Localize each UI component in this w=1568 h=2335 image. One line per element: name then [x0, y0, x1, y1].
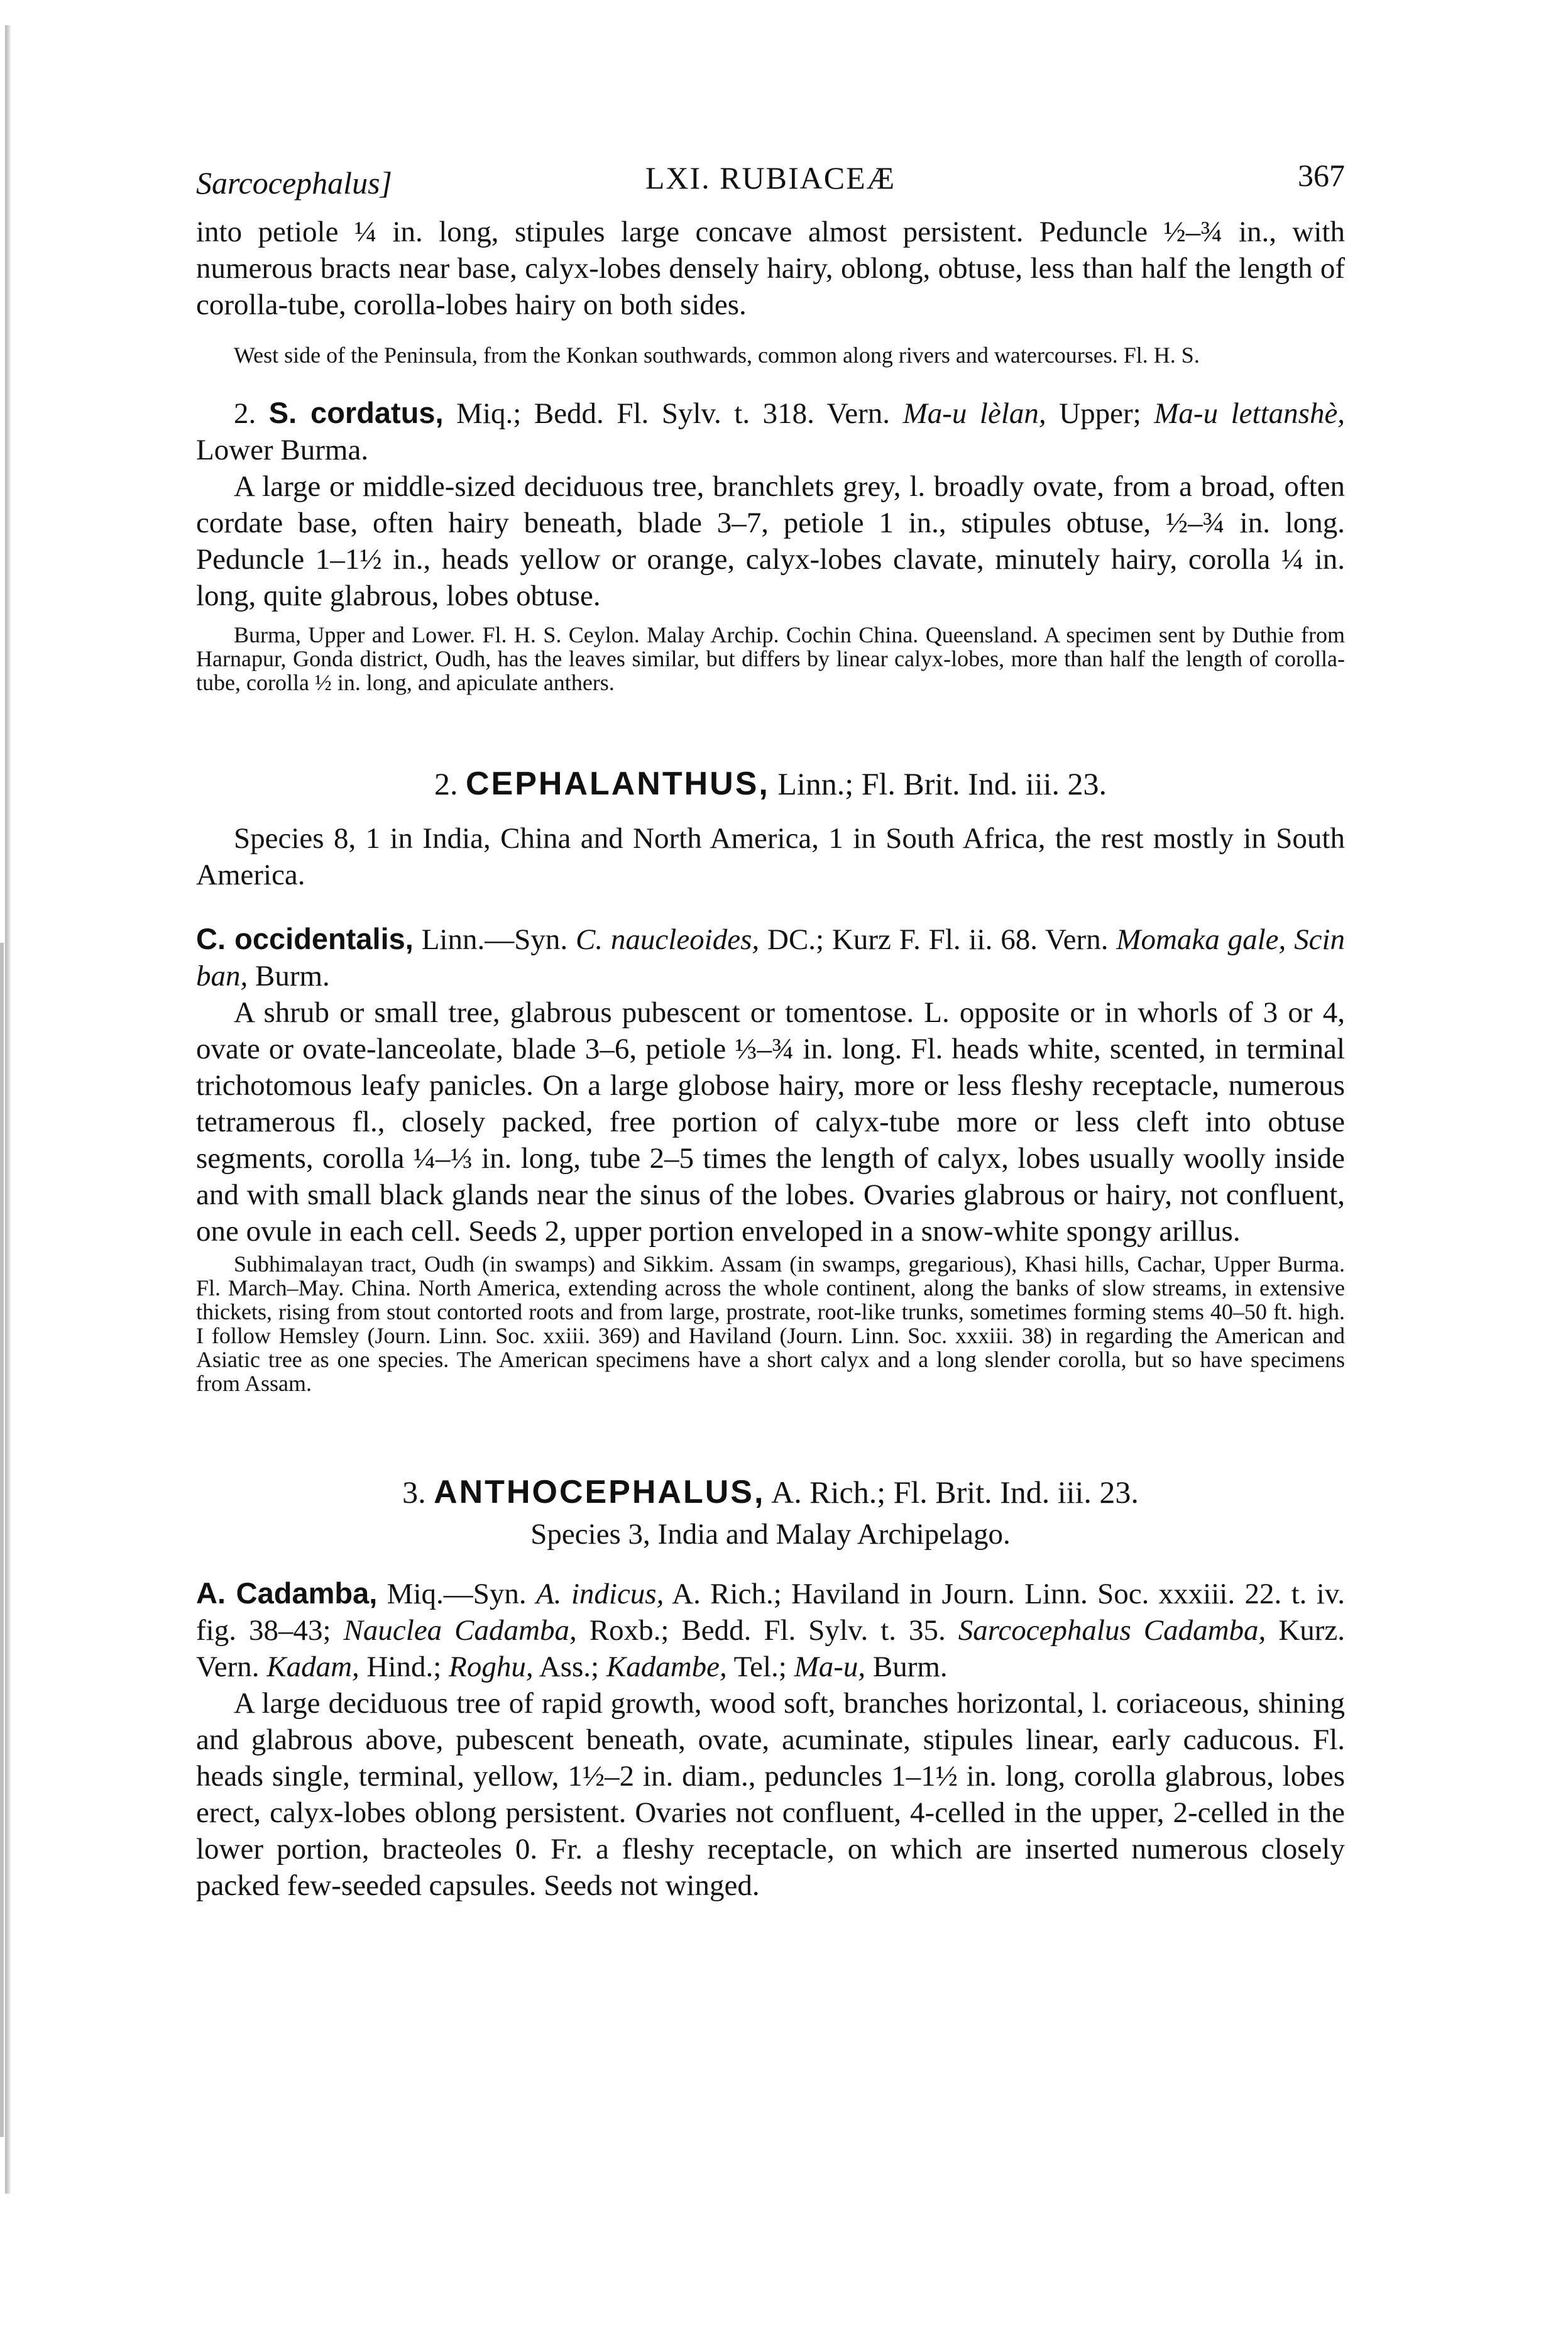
running-head-genus: Sarcocephalus]: [196, 165, 392, 201]
vernacular-name: Ma-u lèlan,: [902, 397, 1046, 430]
species-description: A shrub or small tree, glabrous pubescent or tomentose. L. opposite or in whorls of 3 or 4, ovate or ovate-lanceolate, blade 3–6, petiole ⅓–¾ in. long. Fl. heads white, scented, in terminal trichotomous leafy panicles. On a large globose hairy, more or less fleshy receptacle, numerous tetramerous fl., closely packed, free portion of calyx-tube more or less cleft into obtuse segments, corolla ¼–⅓ in. long, tube 2–5 times the length of calyx, lobes usually woolly inside and with small black glands near the sinus of the lobes. Ovaries glabrous or hairy, not confluent, one ovule in each cell. Seeds 2, upper portion enveloped in a snow-white spongy arillus.: [196, 996, 1345, 1248]
book-page: [196, 146, 1345, 1904]
synonym-name: A. indicus,: [536, 1578, 664, 1610]
species-name: A. Cadamba,: [196, 1576, 378, 1610]
species-reference: DC.; Kurz F. Fl. ii. 68.: [767, 923, 1038, 956]
running-head-family: LXI. RUBIACEÆ: [645, 160, 896, 195]
continued-description: into petiole ¼ in. long, stipules large concave almost persistent. Peduncle ½–¾ in., with numerous bracts near base, calyx-lobes densely hairy, oblong, obtuse, less than half the length of corolla-tube, corolla-lobes hairy on both sides.: [196, 216, 1345, 321]
synonym-name: Nauclea Cadamba,: [343, 1614, 577, 1647]
genus-name: CEPHALANTHUS,: [465, 766, 770, 802]
vernacular-region: Burm.: [872, 1651, 948, 1683]
genus-reference: A. Rich.; Fl. Brit. Ind. iii. 23.: [771, 1475, 1139, 1510]
vernacular-name: Kadam,: [266, 1651, 359, 1683]
species-description: A large deciduous tree of rapid growth, wood soft, branches horizontal, l. coriaceous, shining and glabrous above, pubescent beneath, ovate, acuminate, stipules linear, early caducous. Fl. heads single, terminal, yellow, 1½–2 in. diam., peduncles 1–1½ in. long, corolla glabrous, lobes erect, calyx-lobes oblong persistent. Ovaries not confluent, 4-celled in the upper, 2-celled in the lower portion, bracteoles 0. Fr. a fleshy receptacle, on which are inserted numerous closely packed few-seeded capsules. Seeds not winged.: [196, 1687, 1345, 1902]
vernacular-name: Momaka gale,: [1116, 923, 1286, 956]
species-name: S. cordatus,: [268, 396, 444, 429]
genus-number: 2.: [434, 766, 458, 801]
genus-species-count: Species 8, 1 in India, China and North America, 1 in South Africa, the rest mostly in South America.: [196, 822, 1345, 891]
species-distribution: Subhimalayan tract, Oudh (in swamps) and Sikkim. Assam (in swamps, gregarious), Khasi hills, Cachar, Upper Burma. Fl. March–May. China. North America, extending across the whole continent, along the banks of slow streams, in extensive thickets, rising from stout contorted roots and from large, prostrate, root-like trunks, sometimes forming stems 40–50 ft. high. I follow Hemsley (Journ. Linn. Soc. xxiii. 369) and Haviland (Journ. Linn. Soc. xxxiii. 38) in regarding the American and Asiatic tree as one species. The American specimens have a short calyx and a long slender corolla, but so have specimens from Assam.: [196, 1251, 1345, 1396]
vernacular-name: Ma-u lettanshè,: [1154, 397, 1346, 430]
species-name: C. occidentalis,: [196, 922, 414, 955]
species-entry-c-occidentalis: [196, 921, 1345, 994]
species-reference: Roxb.; Bedd. Fl. Sylv. t. 35.: [589, 1614, 946, 1647]
species-entry-s-cordatus: [196, 395, 1345, 468]
page-number: 367: [1298, 158, 1345, 193]
vernacular-name: Ma-u,: [794, 1651, 866, 1683]
species-entry-a-cadamba: [196, 1575, 1345, 1685]
species-reference: Miq.—Syn.: [387, 1578, 527, 1610]
vernacular-name: Roghu,: [449, 1651, 534, 1683]
species-reference: Miq.; Bedd. Fl. Sylv. t. 318. Vern.: [456, 397, 891, 430]
species-number: 2.: [234, 397, 256, 430]
synonym-name: C. naucleoides,: [575, 923, 760, 956]
species-reference: A. Rich.; Haviland in Journ. Linn. Soc. xxxiii. 22. t. iv. fig. 38–43;: [196, 1578, 1345, 1647]
synonym-name: Sarcocephalus Cadamba,: [958, 1614, 1266, 1647]
vernacular-region: Ass.;: [539, 1651, 600, 1683]
scan-shadow-edge-lower: [0, 943, 4, 2137]
vernacular-region: Hind.;: [366, 1651, 442, 1683]
genus-species-count: Species 3, India and Malay Archipelago.: [530, 1518, 1011, 1551]
genus-number: 3.: [402, 1475, 426, 1510]
scan-shadow-edge: [5, 25, 11, 2194]
species-reference: Linn.—Syn.: [421, 923, 568, 956]
species-distribution: Burma, Upper and Lower. Fl. H. S. Ceylon. Malay Archip. Cochin China. Queensland. A specimen sent by Duthie from Harnapur, Gonda district, Oudh, has the leaves similar, but differs by linear calyx-lobes, more than half the length of corolla-tube, corolla ½ in. long, and apiculate anthers.: [196, 622, 1345, 695]
genus-name: ANTHOCEPHALUS,: [434, 1474, 765, 1510]
species-description: A large or middle-sized deciduous tree, branchlets grey, l. broadly ovate, from a broad, often cordate base, often hairy beneath, blade 3–7, petiole 1 in., stipules obtuse, ½–¾ in. long. Peduncle 1–1½ in., heads yellow or orange, calyx-lobes clavate, minutely hairy, corolla ¼ in. long, quite glabrous, lobes obtuse.: [196, 470, 1345, 612]
genus-heading-anthocephalus: [196, 1473, 1345, 1511]
running-head: [196, 146, 1345, 201]
vernacular-region: Tel.;: [733, 1651, 787, 1683]
vernacular-name: Kadambe,: [606, 1651, 727, 1683]
vernacular-region: Upper;: [1059, 397, 1141, 430]
vernacular-region: Burm.: [255, 960, 330, 992]
continued-distribution: West side of the Peninsula, from the Konkan southwards, common along rivers and watercourses. Fl. H. S.: [234, 343, 1200, 368]
vernacular-region: Lower Burma.: [196, 434, 369, 466]
genus-heading-cephalanthus: [196, 765, 1345, 803]
genus-reference: Linn.; Fl. Brit. Ind. iii. 23.: [777, 766, 1107, 801]
species-reference: Kurz. Vern.: [196, 1614, 1346, 1683]
vernacular-name: Scin ban,: [196, 923, 1346, 992]
vernacular-label: Vern.: [1044, 923, 1109, 956]
